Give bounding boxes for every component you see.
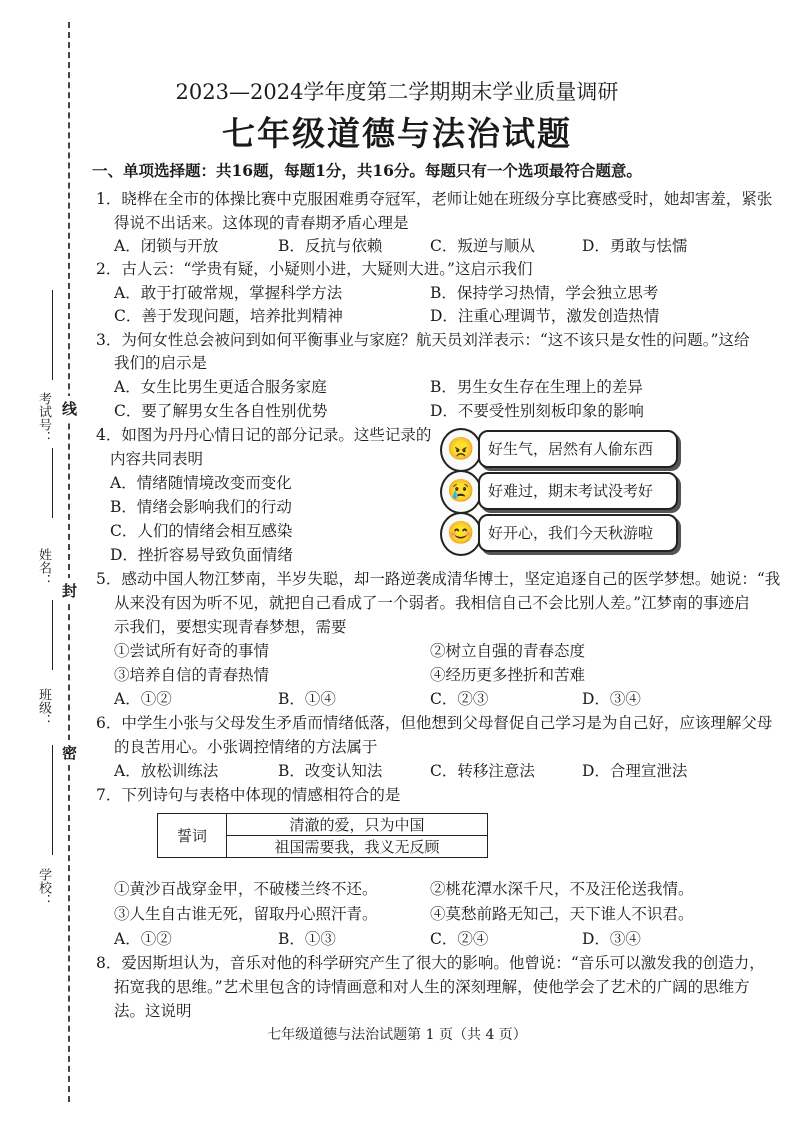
exam-number-field xyxy=(52,290,53,380)
q5-item-1: ①尝试所有好奇的事情 xyxy=(114,642,270,660)
q5-option-d: D．③④ xyxy=(582,690,641,708)
sad-face-icon: 😢 xyxy=(440,470,482,514)
q6-stem-line1: 6．中学生小张与父母发生矛盾而情绪低落，但他想到父母督促自己学习是为自己好，应该理解父母 xyxy=(96,714,773,732)
q5-option-b: B．①④ xyxy=(278,690,336,708)
q5-option-a: A．①② xyxy=(114,690,172,708)
binding-dashed-line xyxy=(68,22,70,1102)
exam-number-field-lower xyxy=(52,448,53,518)
q6-option-d: D．合理宣泄法 xyxy=(582,762,688,780)
q5-item-2: ②树立自强的青春态度 xyxy=(430,642,586,660)
q7-option-c: C．②④ xyxy=(430,930,489,948)
happy-face-icon: 😊 xyxy=(440,512,482,556)
q7-option-d: D．③④ xyxy=(582,930,641,948)
q6-option-a: A．放松训练法 xyxy=(114,762,219,780)
q7-item-1: ①黄沙百战穿金甲，不破楼兰终不还。 xyxy=(114,880,378,898)
q1-option-b: B．反抗与依赖 xyxy=(278,237,383,255)
q8-stem-line2: 拓宽我的思维。”艺术里包含的诗情画意和对人生的深刻理解，使他学会了艺术的广阔的思维方 xyxy=(114,978,750,996)
q6-stem-line2: 的良苦用心。小张调控情绪的方法属于 xyxy=(114,738,378,756)
q7-stem: 7．下列诗句与表格中体现的情感相符合的是 xyxy=(96,786,401,804)
exam-number-label: 考试号： xyxy=(36,392,51,444)
q8-stem-line1: 8．爱因斯坦认为，音乐对他的科学研究产生了很大的影响。他曾说：“音乐可以激发我的创造力， xyxy=(96,954,765,972)
q1-stem-line1: 1．晓桦在全市的体操比赛中克服困难勇夺冠军，老师让她在班级分享比赛感受时，她却害羞，紧张 xyxy=(96,190,773,208)
q4-option-c: C．人们的情绪会相互感染 xyxy=(110,522,293,540)
name-label: 姓名： xyxy=(36,548,51,587)
q2-option-a: A．敢于打破常规，掌握科学方法 xyxy=(114,284,343,302)
q4-stem-line2: 内容共同表明 xyxy=(110,450,204,468)
q3-stem-line1: 3．为何女性总会被问到如何平衡事业与家庭？航天员刘洋表示：“这不该只是女性的问题。”这给 xyxy=(96,331,750,349)
q4-option-a: A．情绪随情境改变而变化 xyxy=(110,474,292,492)
diary-bubble-angry: 好生气，居然有人偷东西 xyxy=(478,430,678,468)
q5-stem-line1: 5．感动中国人物江梦南，半岁失聪，却一路逆袭成清华博士，坚定追逐自己的医学梦想。她说：“我 xyxy=(96,570,781,588)
q3-option-d: D．不要受性别刻板印象的影响 xyxy=(430,402,644,420)
oath-table-row-2: 祖国需要我，我义无反顾 xyxy=(227,836,488,858)
q3-option-b: B．男生女生存在生理上的差异 xyxy=(430,378,643,396)
q2-option-c: C．善于发现问题，培养批判精神 xyxy=(114,307,343,325)
q2-option-d: D．注重心理调节，激发创造热情 xyxy=(430,307,660,325)
class-label: 班级： xyxy=(36,688,51,727)
q5-item-3: ③培养自信的青春热情 xyxy=(114,666,270,684)
exam-session-title: 2023—2024学年度第二学期期末学业质量调研 xyxy=(175,80,619,104)
diary-bubble-sad: 好难过，期末考试没考好 xyxy=(478,472,678,510)
q8-stem-line3: 法。这说明 xyxy=(114,1002,192,1020)
q3-option-c: C．要了解男女生各自性别优势 xyxy=(114,402,328,420)
q6-option-b: B．改变认知法 xyxy=(278,762,383,780)
q4-option-d: D．挫折容易导致负面情绪 xyxy=(110,546,293,564)
school-label: 学校： xyxy=(36,868,51,907)
oath-table xyxy=(157,813,488,858)
class-field xyxy=(52,745,53,855)
q6-option-c: C．转移注意法 xyxy=(430,762,535,780)
q7-option-b: B．①③ xyxy=(278,930,336,948)
q5-option-c: C．②③ xyxy=(430,690,489,708)
oath-table-label: 誓词 xyxy=(158,814,227,858)
q7-item-2: ②桃花潭水深千尺，不及汪伦送我情。 xyxy=(430,880,694,898)
q5-stem-line3: 示我们，要想实现青春梦想，需要 xyxy=(114,618,347,636)
angry-face-icon: 😠 xyxy=(440,428,482,472)
seal-char-secret: 密 xyxy=(62,740,77,765)
q5-stem-line2: 从来没有因为听不见，就把自己看成了一个弱者。我相信自己不会比别人差。”江梦南的事迹启 xyxy=(114,594,750,612)
q1-option-c: C．叛逆与顺从 xyxy=(430,237,535,255)
q3-option-a: A．女生比男生更适合服务家庭 xyxy=(114,378,327,396)
q5-item-4: ④经历更多挫折和苦难 xyxy=(430,666,586,684)
seal-char-line: 线 xyxy=(62,396,77,421)
q1-option-a: A．闭锁与开放 xyxy=(114,237,219,255)
oath-table-row-1: 清澈的爱，只为中国 xyxy=(227,814,488,836)
page-footer: 七年级道德与法治试题第 1 页（共 4 页） xyxy=(267,1027,527,1043)
q3-stem-line2: 我们的启示是 xyxy=(114,354,208,372)
q2-stem: 2．古人云：“学贵有疑，小疑则小进，大疑则大进。”这启示我们 xyxy=(96,260,533,278)
q4-option-b: B．情绪会影响我们的行动 xyxy=(110,498,292,516)
section-heading: 一、单项选择题：共16题，每题1分，共16分。每题只有一个选项最符合题意。 xyxy=(92,161,642,180)
seal-char-seal: 封 xyxy=(62,578,77,603)
q7-item-3: ③人生自古谁无死，留取丹心照汗青。 xyxy=(114,905,378,923)
q7-option-a: A．①② xyxy=(114,930,172,948)
q4-stem-line1: 4．如图为丹丹心情日记的部分记录。这些记录的 xyxy=(96,426,432,444)
q7-item-4: ④莫愁前路无知己，天下谁人不识君。 xyxy=(430,905,694,923)
diary-bubble-happy: 好开心，我们今天秋游啦 xyxy=(478,514,678,552)
name-field xyxy=(52,600,53,670)
page-title: 七年级道德与法治试题 xyxy=(222,114,572,153)
q1-option-d: D．勇敢与怯懦 xyxy=(582,237,688,255)
q2-option-b: B．保持学习热情，学会独立思考 xyxy=(430,284,659,302)
q1-stem-line2: 得说不出话来。这体现的青春期矛盾心理是 xyxy=(114,214,409,232)
